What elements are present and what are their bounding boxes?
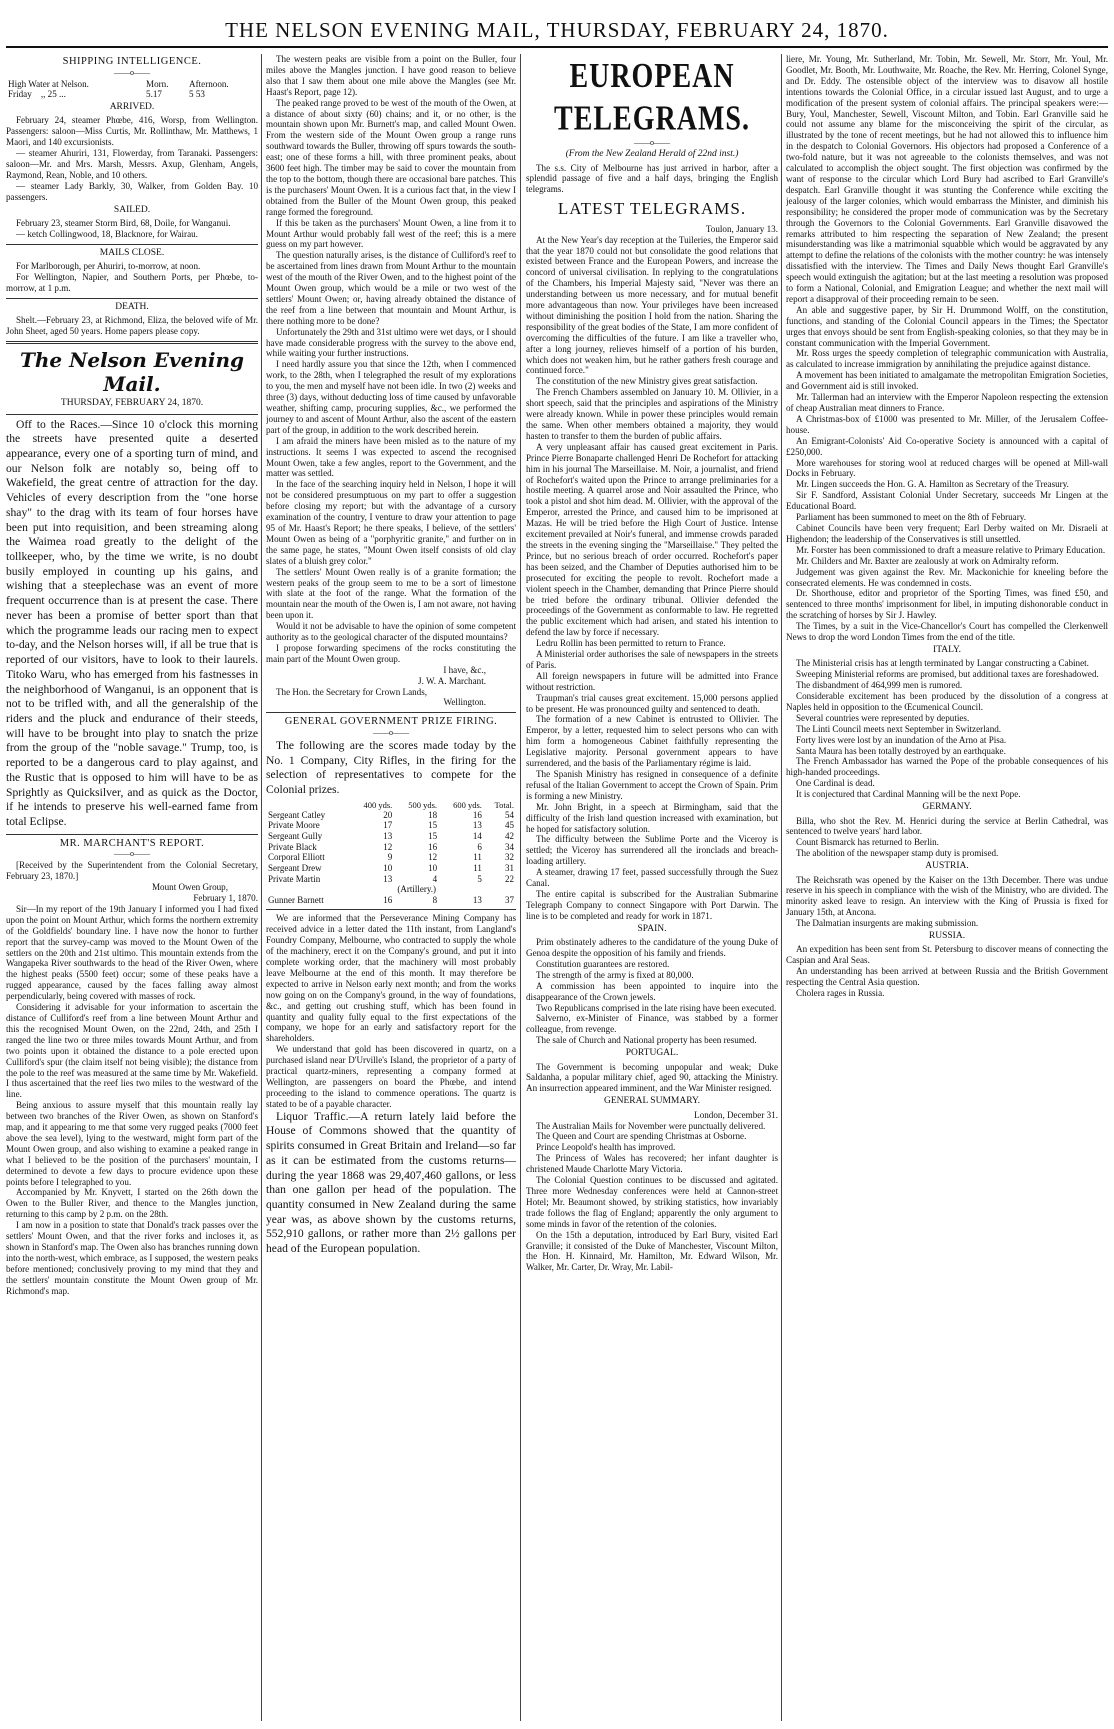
source-note: (From the New Zealand Herald of 22nd inst.) (565, 149, 739, 160)
shooter-name: Private Moore (268, 820, 320, 831)
col-500: 500 yds. (408, 799, 438, 810)
list-item: Forty lives were lost by an inundation of the Arno at Pisa. (796, 734, 1007, 745)
score-500: 15 (428, 820, 438, 831)
report-paragraph: Accompanied by Mr. Knyvett, I started on the 26th down the Owen to the Buller River, and thence to the Mangles junction, returning to this camp by 2 p.m. on the 28th. (6, 1187, 258, 1220)
report-paragraph: I am now in a position to state that Donald's track passes over the settlers' Mount Owen, and that the river forks and incloses it, as shown in Stanford's map. The Owen also has branches running down into the north-west, which embrace, as I supposed, the western peaks before mentioned; conclusively proving to my mind that they and the settlers' mountain constitute the Mount Owen group of Mr. Richmond's map. (6, 1220, 258, 1296)
tide-aft-value: 5 53 (189, 89, 205, 100)
sailing-entry: February 23, steamer Storm Bird, 68, Doile, for Wanganui. (16, 218, 231, 229)
paper-title: The Nelson Evening Mail. (19, 348, 245, 397)
arrived-heading: ARRIVED. (109, 102, 155, 113)
summary-paragraph: Mr. Childers and Mr. Baxter are zealously at work on Admiralty reform. (796, 555, 1059, 566)
column-3 (526, 54, 778, 1721)
divider (6, 414, 258, 415)
score-600: 11 (473, 852, 482, 863)
report-paragraph: Being anxious to assure myself that this mountain really lay between two branches of the River Owen, as shown on Stanford's map, and it appearing to me that some very rugged peaks (7000 feet above the sea level), lying to the westward, might form part of the Mount Owen group, and also wishing to examine a peaked range in what I believed to be the position of the purchasers' mountain, I determined to devote a few days to procure evidence upon these points before I telegraphed to you. (6, 1100, 258, 1187)
list-item: A very unpleasant affair has caused great excitement in Paris. Prince Pierre Bonaparte challenged Henri De Rochefort for attacking him in his journal The Marseillaise. M. Noir, a journalist, and friend of Rochefort's waited upon the Prince to arrange preliminaries for a hostile meeting. A quarrel arose and Noir assaulted the Prince, who took a pistol and shot him dead. M. Ollivier, with the approval of the Emperor, arrested the Prince, and caused him to be imprisoned at Mazas. He will be tried before the High Court of Justice. Intense excitement prevailed at Noir's funeral, and immense crowds paraded the streets in the evening singing the "Marseillaise." They pelted the Prince, but no serious breach of order occurred. Rochefort's paper has been seized, and the Chamber of Deputies authorised him to be prosecuted for exciting the people to revolt. Rochefort made a violent speech in the Chamber, demanding that Prince Pierre should be tried before the ordinary tribunal. Ollivier defended the proceedings of the Government as conformable to law. He regretted the public excitement which had arisen, and stated his intention to defend the law by force if necessary. (526, 441, 778, 638)
score-500: 8 (432, 894, 438, 905)
ornament: ——o—— (373, 727, 409, 737)
list-item: The Australian Mails for November were punctually delivered. (536, 1120, 766, 1131)
tide-aft-label: Afternoon. (189, 78, 229, 89)
list-item: At the New Year's day reception at the Tuileries, the Emperor said that the year 1870 could not but consolidate the good relations that existed between France and the European Powers, and increase the concord of universal civilisation. In replying to the congratulations of the Chambers, his Imperial Majesty said, "Never was there an understanding between us more necessary, and for mutual benefit more advantageous than now. Your privileges have been increased without diminishing the position I hold from the nation. Sharing the responsibility of the great bodies of the State, I am more confident of overcoming the difficulties of the future. I am like a traveller who, after a long journey, relieves himself of a portion of his burden, which does not weaken him, but he rather gathers fresh courage and continued force." (526, 234, 778, 376)
column-1 (6, 54, 258, 1721)
shooter-name: Gunner Barnett (268, 894, 324, 905)
summary-paragraph: Cabinet Councils have been very frequent; Earl Derby waited on Mr. Disraeli at Highendon; the leadership of the Conservatives is still unsettled. (786, 522, 1108, 544)
score-500: 15 (428, 831, 438, 842)
list-item: The Spanish Ministry has resigned in consequence of a definite refusal of the Italian Government to accept the Crown of Spain. Prim is forming a new Ministry. (526, 769, 778, 801)
score-total: 54 (505, 809, 514, 820)
liquor-article: Liquor Traffic.—A return lately laid before the House of Commons showed that the quantity of spirits consumed in Great Britain and Ireland—so far as it can be estimated from the customs returns—during the year 1868 was 29,407,460 gallons, or less than one gallon per head of the population. The quantity consumed in New Zealand during the same year was, as above shown by the customs returns, 552,910 gallons, or rather more than 2½ gallons per head of the European population. (266, 1109, 516, 1256)
report-paragraph: The peaked range proved to be west of the mouth of the Owen, at a distance of about sixty (60) chains; and it, or no other, is the mountain shown upon Mr. Burnett's map, and called Mount Owen. From the western side of the Mount Owen group a range runs southward towards the Buller, throwing off spurs towards the south-east; one of these forms a hill, with three prominent peaks, about 3600 feet high. The timber may be said to cover the mountain from the top to the bottom, though there are occasional bare patches. This is the purchasers' Mount Owen. It is a curious fact that, in the view I obtained from the Buller of the Mount Owen group, this peaked range formed the foreground. (266, 97, 516, 217)
list-item: Ledru Rollin has been permitted to return to France. (536, 638, 726, 649)
table-row (266, 863, 516, 874)
report-paragraph: Considering it advisable for your information to ascertain the distance of Culliford's reef from a line between Mount Arthur and this the recognised Mount Owen, on the 22nd, 24th, and 25th I ranged the line two or three miles towards Mount Arthur, and from two points upon it obtained the distance to a pole erected upon Culliford's spur (the claim itself not being visible); the distance from the pole to the reef was measured at the same time by Mr. Wakefield. I thus ascertained that the reef lies two miles to the westward of the line. (6, 1002, 258, 1100)
mail-entry: For Wellington, Napier, and Southern Ports, per Phœbe, to-morrow, at 1 p.m. (6, 272, 258, 294)
austria-heading: AUSTRIA. (925, 861, 969, 872)
summary-heading: GENERAL SUMMARY. (603, 1096, 701, 1107)
score-500: 18 (428, 809, 438, 820)
shooter-name: Corporal Elliott (268, 852, 325, 863)
summary-paragraph: Judgement was given against the Rev. Mr. Mackonichie for kneeling before the consecrated elements. He was condemned in costs. (786, 566, 1108, 588)
list-item: A commission has been appointed to inquire into the disappearance of the Crown jewels. (526, 980, 778, 1002)
portugal-paragraph: The Government is becoming unpopular and weak; Duke Saldanha, a popular military chief, aged 90, attacking the Ministry. An insurrection appeared imminent, and the War Minister resigned. (526, 1061, 778, 1094)
divider (6, 298, 258, 299)
tide-date: ,, 25 ... (40, 89, 66, 100)
table-row (266, 874, 516, 885)
table-row (266, 831, 516, 842)
score-600: 13 (472, 894, 482, 905)
score-total: 45 (505, 820, 514, 831)
ornament: ——o—— (114, 849, 150, 859)
score-400: 9 (387, 852, 393, 863)
column-rule (261, 54, 262, 1721)
list-item: Count Bismarck has returned to Berlin. (796, 837, 939, 848)
list-item: The strength of the army is fixed at 80,000. (536, 969, 694, 980)
list-item: The sale of Church and National property has been resumed. (536, 1035, 757, 1046)
score-total: 31 (505, 862, 514, 873)
summary-paragraph: Mr. Forster has been commissioned to draft a measure relative to Primary Education. (796, 544, 1106, 555)
report-paragraph: The question naturally arises, is the distance of Culliford's reef to be ascertained from lines drawn from Mount Arthur to the mountain west of the mouth of the River Owen, and to the highest point of the Mount Owen group, which would be a mile or two west of the settlers' Mount Owen; or, having already obtained the distance of the reef from a line between that mountain and Mount Arthur, is there nothing more to be done? (266, 250, 516, 326)
list-item: The French Chambers assembled on January 10. M. Ollivier, in a short speech, said that the principles and aspirations of the Ministry were already known. While in power these principles would remain the same. When other members obtained a majority, they would hasten to transfer to them the burden of public affairs. (526, 387, 778, 441)
score-total: 22 (505, 873, 514, 884)
signoff: I have, &c., (443, 664, 486, 675)
list-item: Billa, who shot the Rev. M. Henrici during the service at Berlin Cathedral, was sentenced to twelve years' hard labor. (786, 815, 1108, 837)
summary-paragraph: A movement has been initiated to amalgamate the metropolitan Emigration Societies, and Government aid is still invoked. (786, 370, 1108, 392)
ornament: ——o—— (634, 138, 670, 148)
summary-paragraph: An able and suggestive paper, by Sir H. Drummond Wolff, on the constitution, functions, and standing of the Colonial Council appears in the Times; the Spectator urges that envoys should be sent from English-speaking colonies, so that they may be in constant communication with the Imperial Government. (786, 304, 1108, 348)
score-total: 37 (505, 894, 514, 905)
list-item: Traupman's trial causes great excitement. 15,000 persons applied to be present. He was pronounced guilty and sentenced to death. (526, 692, 778, 714)
list-item: Prince Leopold's health has improved. (536, 1142, 676, 1153)
list-item: An understanding has been arrived at between Russia and the British Government respecting the Central Asia question. (786, 966, 1108, 988)
austria-list (786, 875, 1108, 930)
divider (266, 712, 516, 713)
list-item: Several countries were represented by deputies. (796, 712, 970, 723)
tide-morn-value: 5.17 (146, 89, 162, 100)
summary-paragraph: Mr. Ross urges the speedy completion of telegraphic communication with Australia, as calculated to increase immigration by annihilating the prejudice against distance. (786, 348, 1108, 370)
tide-day: Friday (8, 89, 32, 100)
list-item: The French Ambassador has warned the Pope of the probable consequences of his high-handed proceedings. (786, 756, 1108, 778)
list-item: Santa Maura has been totally destroyed by an earthquake. (796, 745, 1006, 756)
list-item: A Ministerial order authorises the sale of newspapers in the streets of Paris. (526, 649, 778, 670)
arrival-entry: February 24, steamer Phœbe, 416, Worsp, from Wellington. Passengers: saloon—Miss Curtis, Mr. Rollinthaw, Mr. Matthews, 1 Maori, and 140 excursionists. (6, 115, 258, 148)
list-item: The entire capital is subscribed for the Australian Submarine Telegraph Company to connect Singapore with Port Darwin. The line is to be completed and ready for work in 1871. (526, 888, 778, 921)
report-paragraph: Unfortunately the 29th and 31st ultimo were wet days, or I should have made considerable progress with the survey to the above end, while waiting your further instructions. (266, 326, 516, 359)
list-item: The formation of a new Cabinet is entrusted to Ollivier. The Emperor, by a letter, requested him to select persons who can with him form a homogeneous Cabinet faithfully representing the Legislative majority. Personal government appears to have surrendered, and the basis of the Parliamentary régime is laid. (526, 714, 778, 769)
list-item: The Colonial Question continues to be discussed and agitated. Three more Wednesday conferences were held at Cannon-street Hotel; Mr. Beaumont showed, by striking statistics, how invariably trade follows the flag of England; apparently the only argument to some minds in favor of the retention of the colonies. (526, 1175, 778, 1229)
score-400: 12 (383, 841, 393, 852)
list-item: The Dalmatian insurgents are making submission. (796, 918, 979, 929)
sailed-heading: SAILED. (113, 204, 151, 215)
summary-paragraph: A Christmas-box of £1000 was presented to Mr. Miller, of the Jerusalem Coffee-house. (786, 413, 1108, 435)
mining-article: We are informed that the Perseverance Mining Company has received advice in a letter dated the 11th instant, from Langland's Foundry Company, Melbourne, who contracted to supply the whole of the machinery, erect it on the Company's ground, and put it into complete working order, that the machinery will most probably leave Melbourne at the end of this month. It may therefore be expected to arrive in Nelson early next month; and from the works now going on on the Company's ground, in the way of foundations, &c., and getting out crushing stuff, which has been found in quantity and quality fully equal to the first expectations of the company, we hope for an early and satisfactory report for the shareholders. (266, 913, 516, 1044)
score-600: 14 (472, 831, 482, 842)
score-500: 16 (428, 841, 438, 852)
report-intro: [Received by the Superintendent from the Colonial Secretary, February 23, 1870.] (6, 860, 258, 882)
list-item: The Linti Council meets next September in Switzerland. (796, 723, 1002, 734)
death-heading: DEATH. (115, 301, 149, 312)
arrival-entry: — steamer Ahuriri, 131, Flowerday, from Taranaki. Passengers: saloon—Mr. and Mrs. Marsh, Messrs. Axup, Glenham, Angels, Raymond, Rean, Noble, and 10 others. (6, 148, 258, 180)
divider (6, 834, 258, 835)
summary-paragraph: liere, Mr. Young, Mr. Sutherland, Mr. Tobin, Mr. Sewell, Mr. Storr, Mr. Youl, Mr. Goodlet, Mr. Booth, Mr. Louthwaite, Mr. Roache, the Rev. Mr. Herring, Colonel Synge, and Dr. Eddy. The ostensible object of the interview was to disavow all hostile intentions towards the Colonial Office, in a circular issued last August, and to urge a modification of the present system of colonial affairs. The principal speakers were:—Bury, Youl, Manchester, Sewell, Viscount Milton, and Tobin. Earl Granville said he could not assume any blame for the misconceiving the spirit of the circular, as illustrated by the tone of recent meetings, but he had not allowed this to influence him in the despatch to Colonial Governors. His objectors had proposed a Conference of a two-fold nature, but it was not agreeable to the colonists themselves, and was not calculated to accomplish the object sought. The first objection was confirmed by the want of response to the circular which Lord Bury had ascribed to Earl Granville's despatch. Earl Granville thought it was stunting the Conference while exciting the jealousy of the larger colonies, which would embarrass the Minister, and diminish his responsibility; he considered the proper mode of communication was by the Secretary through the Governors to the Colonial Governments. Earl Granville disavowed the remarks attributed to him respecting the separation of New Zealand; the present misunderstanding was like a matrimonial squabble which would be aggravated by any attempt to define the relations of the colonists with the mother country: he was intensely dissatisfied with the interview. The Times and Daily News thought Earl Granville's speech would extinguish the agitation; but at the last meeting a resolution was proposed to form a National, Colonial, and Emigration League; and whether the next mail will report a disapproval of their proceeding remain to be seen. (786, 54, 1108, 304)
summary-dateline: London, December 31. (694, 1109, 778, 1120)
table-row (266, 852, 516, 863)
list-item: Mr. John Bright, in a speech at Birmingham, said that the difficulty of the Irish land question increased with examination, but he hoped for satisfactory solution. (526, 801, 778, 834)
score-500: 12 (428, 852, 438, 863)
column-rule (520, 54, 521, 1721)
intro-paragraph: The s.s. City of Melbourne has just arrived in harbor, after a splendid passage of five and a half days, bringing the English telegrams. (526, 162, 778, 195)
addressee: The Hon. the Secretary for Crown Lands, (276, 686, 428, 697)
summary-paragraph: An Emigrant-Colonists' Aid Co-operative Society is announced with a capital of £250,000. (786, 435, 1108, 457)
score-600: 5 (477, 873, 482, 884)
european-telegrams-heading: EUROPEAN TELEGRAMS. (554, 56, 750, 138)
score-600: 16 (472, 809, 482, 820)
mail-entry: For Marlborough, per Ahuriri, to-morrow, at noon. (16, 261, 201, 272)
report-paragraph: Sir—In my report of the 19th January I informed you I had fixed upon the point on Mount Arthur, which forms the northern extremity of the Goldfields' boundary line. I have now the honor to further report that the survey-camp was moved to the Mount Owen of the settlers on the 20th and 21st ultimo. This mountain extends from the Wangapeka River southwards to the head of the River Owen, where the highest peaks (5500 feet) occur; some of these peaks have a rugged appearance, caused by the faces falling away almost perpendicularly, being covered with masses of rock. (6, 903, 258, 1002)
score-total: 32 (505, 852, 514, 863)
divider (6, 244, 258, 245)
report-paragraph: In the face of the searching inquiry held in Nelson, I hope it will not be considered presumptuous on my part to offer a suggestion before closing my report; but with the advantage of a cursory examination of the country, I venture to draw your attention to page 95 of Mr. Haast's Report; he there speaks, I believe, of the settlers' Mount Owen as being of a "porphyritic granite," and further on in the same page, he states, "Mount Owen itself consists of old clay slates of a bluish grey color." (266, 479, 516, 566)
sailing-entry: — ketch Collingwood, 18, Blacknore, for Wairau. (16, 228, 198, 239)
list-item: The constitution of the new Ministry gives great satisfaction. (536, 376, 758, 387)
italy-heading: ITALY. (933, 644, 961, 655)
russia-heading: RUSSIA. (928, 931, 966, 942)
list-item: On the 15th a deputation, introduced by Earl Bury, visited Earl Granville; it consisted of the Duke of Manchester, Viscount Milton, the Hon. H. Kinnaird, Mr. Hamilton, Mr. Edward Wilson, Mr. Walker, Mr. Carter, Dr. Wray, Mr. Labil- (526, 1229, 778, 1273)
portugal-heading: PORTUGAL. (625, 1048, 679, 1059)
score-400: 10 (383, 862, 393, 873)
score-500: 4 (432, 873, 438, 884)
summary-paragraph: Sir F. Sandford, Assistant Colonial Under Secretary, succeeds Mr Lingen at the Educational Board. (786, 490, 1108, 512)
report-paragraph: The settlers' Mount Owen really is of a granite formation; the western peaks of the group seem to me to be a sort of limestone with slate at the foot of the range. What the formation of the mountain near the mouth of the Owen is, I am not aware, not having been upon it. (266, 566, 516, 621)
score-600: 6 (477, 841, 482, 852)
summary-paragraph: Mr. Lingen succeeds the Hon. G. A. Hamilton as Secretary of the Treasury. (796, 479, 1069, 490)
table-row (266, 842, 516, 853)
list-item: The difficulty between the Sublime Porte and the Viceroy is settled; the Viceroy has surrendered all the ironclads and breach-loading artillery. (526, 834, 778, 867)
list-item: One Cardinal is dead. (796, 778, 875, 789)
table-row (266, 895, 516, 906)
column-2 (266, 54, 516, 1721)
report-paragraph: I need hardly assure you that since the 12th, when I commenced work, to the 28th, when I telegraphed the result of my explorations to you, the men and myself have not been idle. In two (2) weeks and three (3) days, without deducting loss of time caused by unfavorable weather, shifting camp, procuring supplies, &c., we performed the journey to and ascent of Mount Arthur, also the ascent of the eastern part of the group, in addition to the work described herein. (266, 359, 516, 435)
tide-morn-label: Morn. (146, 78, 169, 89)
score-500: 10 (428, 862, 438, 873)
masthead: THE NELSON EVENING MAIL, THURSDAY, FEBRUARY 24, 1870. (225, 18, 889, 42)
col-600: 600 yds. (453, 799, 482, 810)
score-600: 13 (472, 820, 482, 831)
death-notice: Shelt.—February 23, at Richmond, Eliza, the beloved wife of Mr. John Sheet, aged 50 years. Home papers please copy. (6, 315, 258, 337)
score-total: 42 (505, 831, 514, 842)
report-paragraph: I am afraid the miners have been misled as to the nature of my instructions. It seems I was expected to ascend the recognised Mount Owen, take a few angles, report to the Government, and the matter was settled. (266, 435, 516, 479)
report-paragraph: If this be taken as the purchasers' Mount Owen, a line from it to Mount Arthur would probably fall west of the reef; this is a mere guess on my part however. (266, 217, 516, 250)
shooter-name: Private Black (268, 841, 317, 852)
italy-list (786, 658, 1108, 800)
report-paragraph: The western peaks are visible from a point on the Buller, four miles above the Mangles junction. I have good reason to believe also that I saw them about one mile above the Mangles (see Mr. Haast's Report, page 12). (266, 54, 516, 97)
shooter-name: Sergeant Catley (268, 809, 326, 820)
list-item: Cholera rages in Russia. (796, 988, 885, 999)
list-item: Salverno, ex-Minister of Finance, was stabbed by a former colleague, from revenge. (526, 1013, 778, 1035)
signature: J. W. A. Marchant. (418, 675, 486, 686)
dateline: Toulon, January 13. (705, 223, 778, 234)
score-total: 34 (505, 841, 514, 852)
scores-table (266, 800, 516, 906)
score-400: 17 (383, 820, 393, 831)
table-row (266, 820, 516, 831)
column-rule (781, 54, 782, 1721)
report-place: Mount Owen Group, (151, 882, 228, 893)
list-item: Considerable excitement has been produced by the dissolution of a congress at Naples held in opposition to the Œcumenical Council. (786, 691, 1108, 712)
shooter-name: Sergeant Drew (268, 862, 322, 873)
list-item: All foreign newspapers in future will be admitted into France without restriction. (526, 670, 778, 692)
list-item: An expedition has been sent from St. Petersburg to discover means of connecting the Caspian and Aral Seas. (786, 944, 1108, 966)
list-item: Two Republicans comprised in the late rising have been executed. (536, 1002, 777, 1013)
spain-list (526, 937, 778, 1046)
latest-telegrams-heading: LATEST TELEGRAMS. (557, 199, 747, 219)
summary-list (526, 1121, 778, 1274)
list-item: The Reichsrath was opened by the Kaiser on the 13th December. There was undue reserve in his speech in compliance with the wish of the Ministry, who are divided. The minority asked leave to resign. An interview with the King of Prussia is fixed for January 15th, at Ancona. (786, 874, 1108, 918)
list-item: Constitution guarantees are restored. (536, 958, 670, 969)
artillery-label: (Artillery.) (397, 884, 436, 895)
list-item: Prim obstinately adheres to the candidature of the young Duke of Genoa despite the opposition of his family and friends. (526, 937, 778, 958)
shooter-name: Sergeant Gully (268, 831, 323, 842)
ornament: ——o—— (114, 67, 150, 77)
spain-heading: SPAIN. (637, 923, 667, 934)
score-400: 20 (383, 809, 393, 820)
report-paragraph: I propose forwarding specimens of the rocks constituting the main part of the Mount Owen group. (266, 642, 516, 664)
list-item: It is conjectured that Cardinal Manning will be the next Pope. (796, 789, 1021, 800)
mails-heading: MAILS CLOSE. (99, 247, 165, 258)
report-date: February 1, 1870. (193, 893, 258, 904)
mining-article: We understand that gold has been discovered in quartz, on a purchased island near D'Urville's Island, the proprietor of a party of practical quartz-miners, representing a company formed at Wellington, are passengers on board the Phœbe, and intend proceeding to the island to commence operations. The quartz is stated to be of a payable character. (266, 1044, 516, 1109)
shooter-name: Private Martin (268, 873, 321, 884)
list-item: A steamer, drawing 17 feet, passed successfully through the Suez Canal. (526, 867, 778, 889)
list-item: The disbandment of 464,999 men is rumored. (796, 680, 963, 691)
summary-paragraph: The Times, by a suit in the Vice-Chancellor's Court has compelled the Clerkenwell News to drop the word London Times from the end of the title. (786, 621, 1108, 643)
races-article: Off to the Races.—Since 10 o'clock this morning the streets have presented quite a deserted appearance, every one of a sporting turn of mind, and our Nelson folk are notably so, being off to Wakefield, the great centre of attraction for the day. Vehicles of every description from the "one horse shay" to the drag with its team of four horses have been put into requisition, and been streaming along the Waimea road greatly to the delight of the tollkeeper, who, by the time we write, is no doubt busily employed in counting up his gains, and wishing that a steeplechase was an event of more frequent occurrence than is at present the case. There never has been a promise of better sport than that which the programme leads our racing men to expect to-day, and the Nelson horses will, if all be true that is reported of our visitors, have to look to their laurels. Titoko Waru, who has emerged from his fastnesses in the neighborhood of Wanganui, is an opponent that is not to be trifled with, and all the generalship of the riders and the pluck and endurance of their steeds, will have to be brought into play to snatch the prize from the group of the "noble savage." Trump, too, is reported to be a dangerous card to play against, and the Rustic that is opposed to him will have to be as Sprightly as Quicksilver, and as quick as the Doctor, if he intends to preserve his well-earned fame from total Eclipse. (6, 417, 258, 828)
table-row (266, 810, 516, 821)
summary-paragraph: Dr. Shorthouse, editor and proprietor of the Sporting Times, was fined £50, and sentenced to three months' imprisonment for libel, in imputing dishonorable conduct in the scratching of horses by Sir J. Hawley. (786, 588, 1108, 621)
summary-paragraph: Parliament has been summoned to meet on the 8th of February. (796, 512, 1026, 523)
report-heading: MR. MARCHANT'S REPORT. (59, 837, 205, 849)
list-item: Sweeping Ministerial reforms are promised, but additional taxes are foreshadowed. (796, 669, 1099, 680)
divider (266, 909, 516, 910)
telegram-list (526, 235, 778, 922)
score-400: 16 (383, 894, 393, 905)
column-4 (786, 54, 1108, 1721)
list-item: The abolition of the newspaper stamp duty is promised. (796, 848, 999, 859)
score-400: 13 (383, 873, 393, 884)
prize-intro: The following are the scores made today by the No. 1 Company, City Rifles, in the firing for the selection of representatives to compete for the Colonial prizes. (266, 738, 516, 797)
addressee-city: Wellington. (443, 697, 486, 708)
score-400: 13 (383, 831, 393, 842)
list-item: The Queen and Court are spending Christmas at Osborne. (536, 1131, 747, 1142)
col-400: 400 yds. (363, 799, 393, 810)
list-item: The Princess of Wales has recovered; her infant daughter is christened Maude Charlotte Mary Victoria. (526, 1153, 778, 1175)
divider (6, 341, 258, 344)
russia-list (786, 944, 1108, 999)
germany-list (786, 816, 1108, 860)
tide-table (6, 79, 258, 100)
tide-label: High Water at Nelson. (8, 78, 89, 89)
summary-paragraph: More warehouses for storing wool at reduced charges will be opened at Mill-wall Docks in February. (786, 457, 1108, 479)
germany-heading: GERMANY. (922, 802, 972, 813)
summary-paragraph: Mr. Tallerman had an interview with the Emperor Napoleon respecting the extension of cheap Australian meat dinners to France. (786, 392, 1108, 413)
prize-heading: GENERAL GOVERNMENT PRIZE FIRING. (284, 716, 498, 728)
col-total: Total. (494, 799, 514, 810)
masthead-rule (6, 46, 1108, 48)
list-item: The Ministerial crisis has at length terminated by Langar constructing a Cabinet. (796, 658, 1089, 669)
dateline: THURSDAY, FEBRUARY 24, 1870. (60, 398, 204, 409)
score-600: 11 (473, 862, 482, 873)
shipping-heading: SHIPPING INTELLIGENCE. (62, 56, 202, 67)
report-paragraph: Would it not be advisable to have the opinion of some competent authority as to the geological character of the disputed mountains? (266, 621, 516, 643)
arrival-entry: — steamer Lady Barkly, 30, Walker, from Golden Bay. 10 passengers. (6, 180, 258, 202)
